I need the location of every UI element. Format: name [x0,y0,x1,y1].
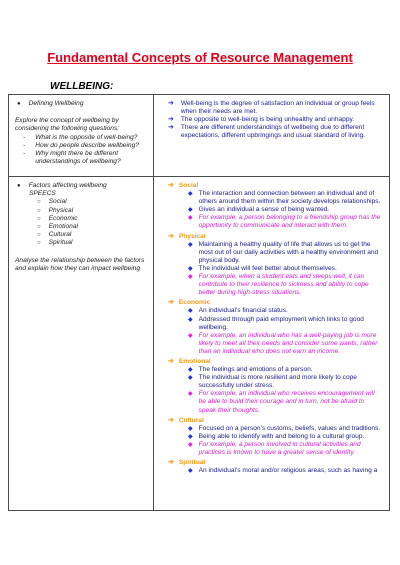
task-text: Analyse the relationship between the factors and explain how they can impact wellbeing [15,256,145,272]
bullet-icon: ● [17,101,21,107]
example-text: For example, a person belonging to a friendship group has the opportunity to communicate and interact with them. [198,214,381,230]
arrow-right-icon: ➔ [168,100,174,107]
category-name: Spiritual [178,459,206,467]
point-text: The feelings and emotions of a person. [198,366,313,374]
example-item [188,273,383,297]
arrow-right-icon: ➔ [168,124,174,132]
point-text: The interaction and connection between an individual and of others around them within their society develops relationships. [198,190,381,206]
point-text: An individual's financial status. [198,307,288,315]
category-name: Economic [178,299,211,307]
answer-cell [154,177,390,511]
bullet-heading [17,100,147,108]
list-item [188,366,383,374]
diamond-bullet-icon: ◆ [188,215,193,222]
diamond-bullet-icon: ◆ [188,468,193,475]
example-text: For example, an individual who receives encouragement will be able to build their courage and in turn, not be afraid to speak their thoughts. [198,390,375,414]
arrow-right-icon: ➔ [168,299,174,307]
arrow-right-icon: ➔ [168,459,174,467]
example-item [188,441,383,457]
list-item [188,265,383,273]
diamond-bullet-icon: ◆ [188,191,193,198]
wellbeing-table [8,94,390,511]
point-text: The individual is more resilient and more likely to cope successfully under stress. [198,374,357,390]
list-item: ➔ There are different understandings of wellbeing due to different expectations, different upbringings and usual standard of living. [168,124,366,140]
list-item [188,206,383,214]
point-text: An individual's moral and/or religious areas, such as having a [198,467,378,475]
arrow-right-icon: ➔ [168,232,174,240]
list-item [188,433,383,441]
category-name: Cultural [178,416,204,424]
list-item: ○ Cultural [37,231,72,239]
category-name: Emotional [178,357,211,365]
category-name: Physical [178,232,206,240]
category-heading [168,233,383,241]
category-heading [168,358,383,366]
table-row [9,95,390,177]
example-text: For example, an individual who has a well-paying job is more likely to meet all their needs and consider some wants, rather than an individual who does not earn an income. [198,331,378,355]
arrow-right-icon: ➔ [168,116,174,124]
category-heading [168,417,383,425]
diamond-bullet-icon: ◆ [188,265,193,272]
bullet-icon: ● [17,183,21,189]
category-heading [168,459,383,467]
point-text: Gives an individual a sense of being wanted. [198,206,330,214]
list-item: - Why might there be different understandings of wellbeing? [23,150,121,166]
example-text: For example, a person involved in cultural activities and practices is known to have a greater sense of identity. [198,440,361,456]
list-item: ○ Economic [37,214,78,222]
point-text: Addressed through paid employment which links to good wellbeing. [198,315,364,331]
list-item [188,425,383,433]
list-item [188,307,383,315]
point-text: The individual will feel better about themselves. [198,264,337,272]
arrow-right-icon: ➔ [168,416,174,424]
point-text: Focused on a person's customs, beliefs, values and traditions. [198,424,381,432]
prompt-cell [9,177,154,511]
list-item: - How do people describe wellbeing? [23,141,139,149]
intro-text: Explore the concept of wellbeing by considering the following questions: [15,117,120,133]
arrow-right-icon: ➔ [168,182,174,189]
example-text: For example, when a student eats and sleeps well, it can contribute to their resilience to sickness and ability to cope better during high-stress situations. [198,273,369,297]
diamond-bullet-icon: ◆ [188,241,193,248]
list-item [188,316,383,332]
question-list [15,134,147,167]
section-heading: WELLBEING: [50,81,114,92]
list-item: ➔ The opposite to well-being is being unhealthy and unhappy. [168,116,355,124]
table-row [9,177,390,511]
diamond-bullet-icon: ◆ [188,433,193,440]
example-item [188,214,383,230]
cell-heading: Factors affecting wellbeing [28,182,107,189]
diamond-bullet-icon: ◆ [188,441,193,448]
diamond-bullet-icon: ◆ [188,332,193,339]
list-item: ○ Physical [37,206,74,214]
document-title: Fundamental Concepts of Resource Management [47,50,353,65]
category-heading [168,299,383,307]
diamond-bullet-icon: ◆ [188,375,193,382]
diamond-bullet-icon: ◆ [188,308,193,315]
list-item [188,374,383,390]
list-item [188,190,383,206]
diamond-bullet-icon: ◆ [188,207,193,214]
diamond-bullet-icon: ◆ [188,391,193,398]
list-item [188,467,383,475]
diamond-bullet-icon: ◆ [188,316,193,323]
point-text: Maintaining a healthy quality of life that allows us to get the most out of our daily activities with a healthy environment and physical body. [198,240,379,264]
answer-cell [154,95,390,177]
list-item: ○ Spiritual [37,239,73,247]
point-text: Being able to identify with and belong to a cultural group. [198,432,365,440]
prompt-cell [9,95,154,177]
cell-heading: Defining Wellbeing [28,100,84,107]
list-item: ○ Social [37,198,67,206]
diamond-bullet-icon: ◆ [188,274,193,281]
diamond-bullet-icon: ◆ [188,367,193,374]
example-item [188,390,383,414]
arrow-right-icon: ➔ [168,357,174,365]
factor-list [15,198,147,247]
acronym: SPEECS [29,190,56,198]
diamond-bullet-icon: ◆ [188,425,193,432]
category-name: Social [178,182,199,189]
list-item: ➔ Well-being is the degree of satisfaction an individual or group feels when their needs are met. [168,100,375,116]
example-item [188,332,383,356]
list-item: - What is the opposite of well-being? [23,133,138,141]
bullet-heading [17,182,147,190]
list-item [188,241,383,265]
list-item: ○ Emotional [37,223,78,231]
category-heading [168,182,383,190]
